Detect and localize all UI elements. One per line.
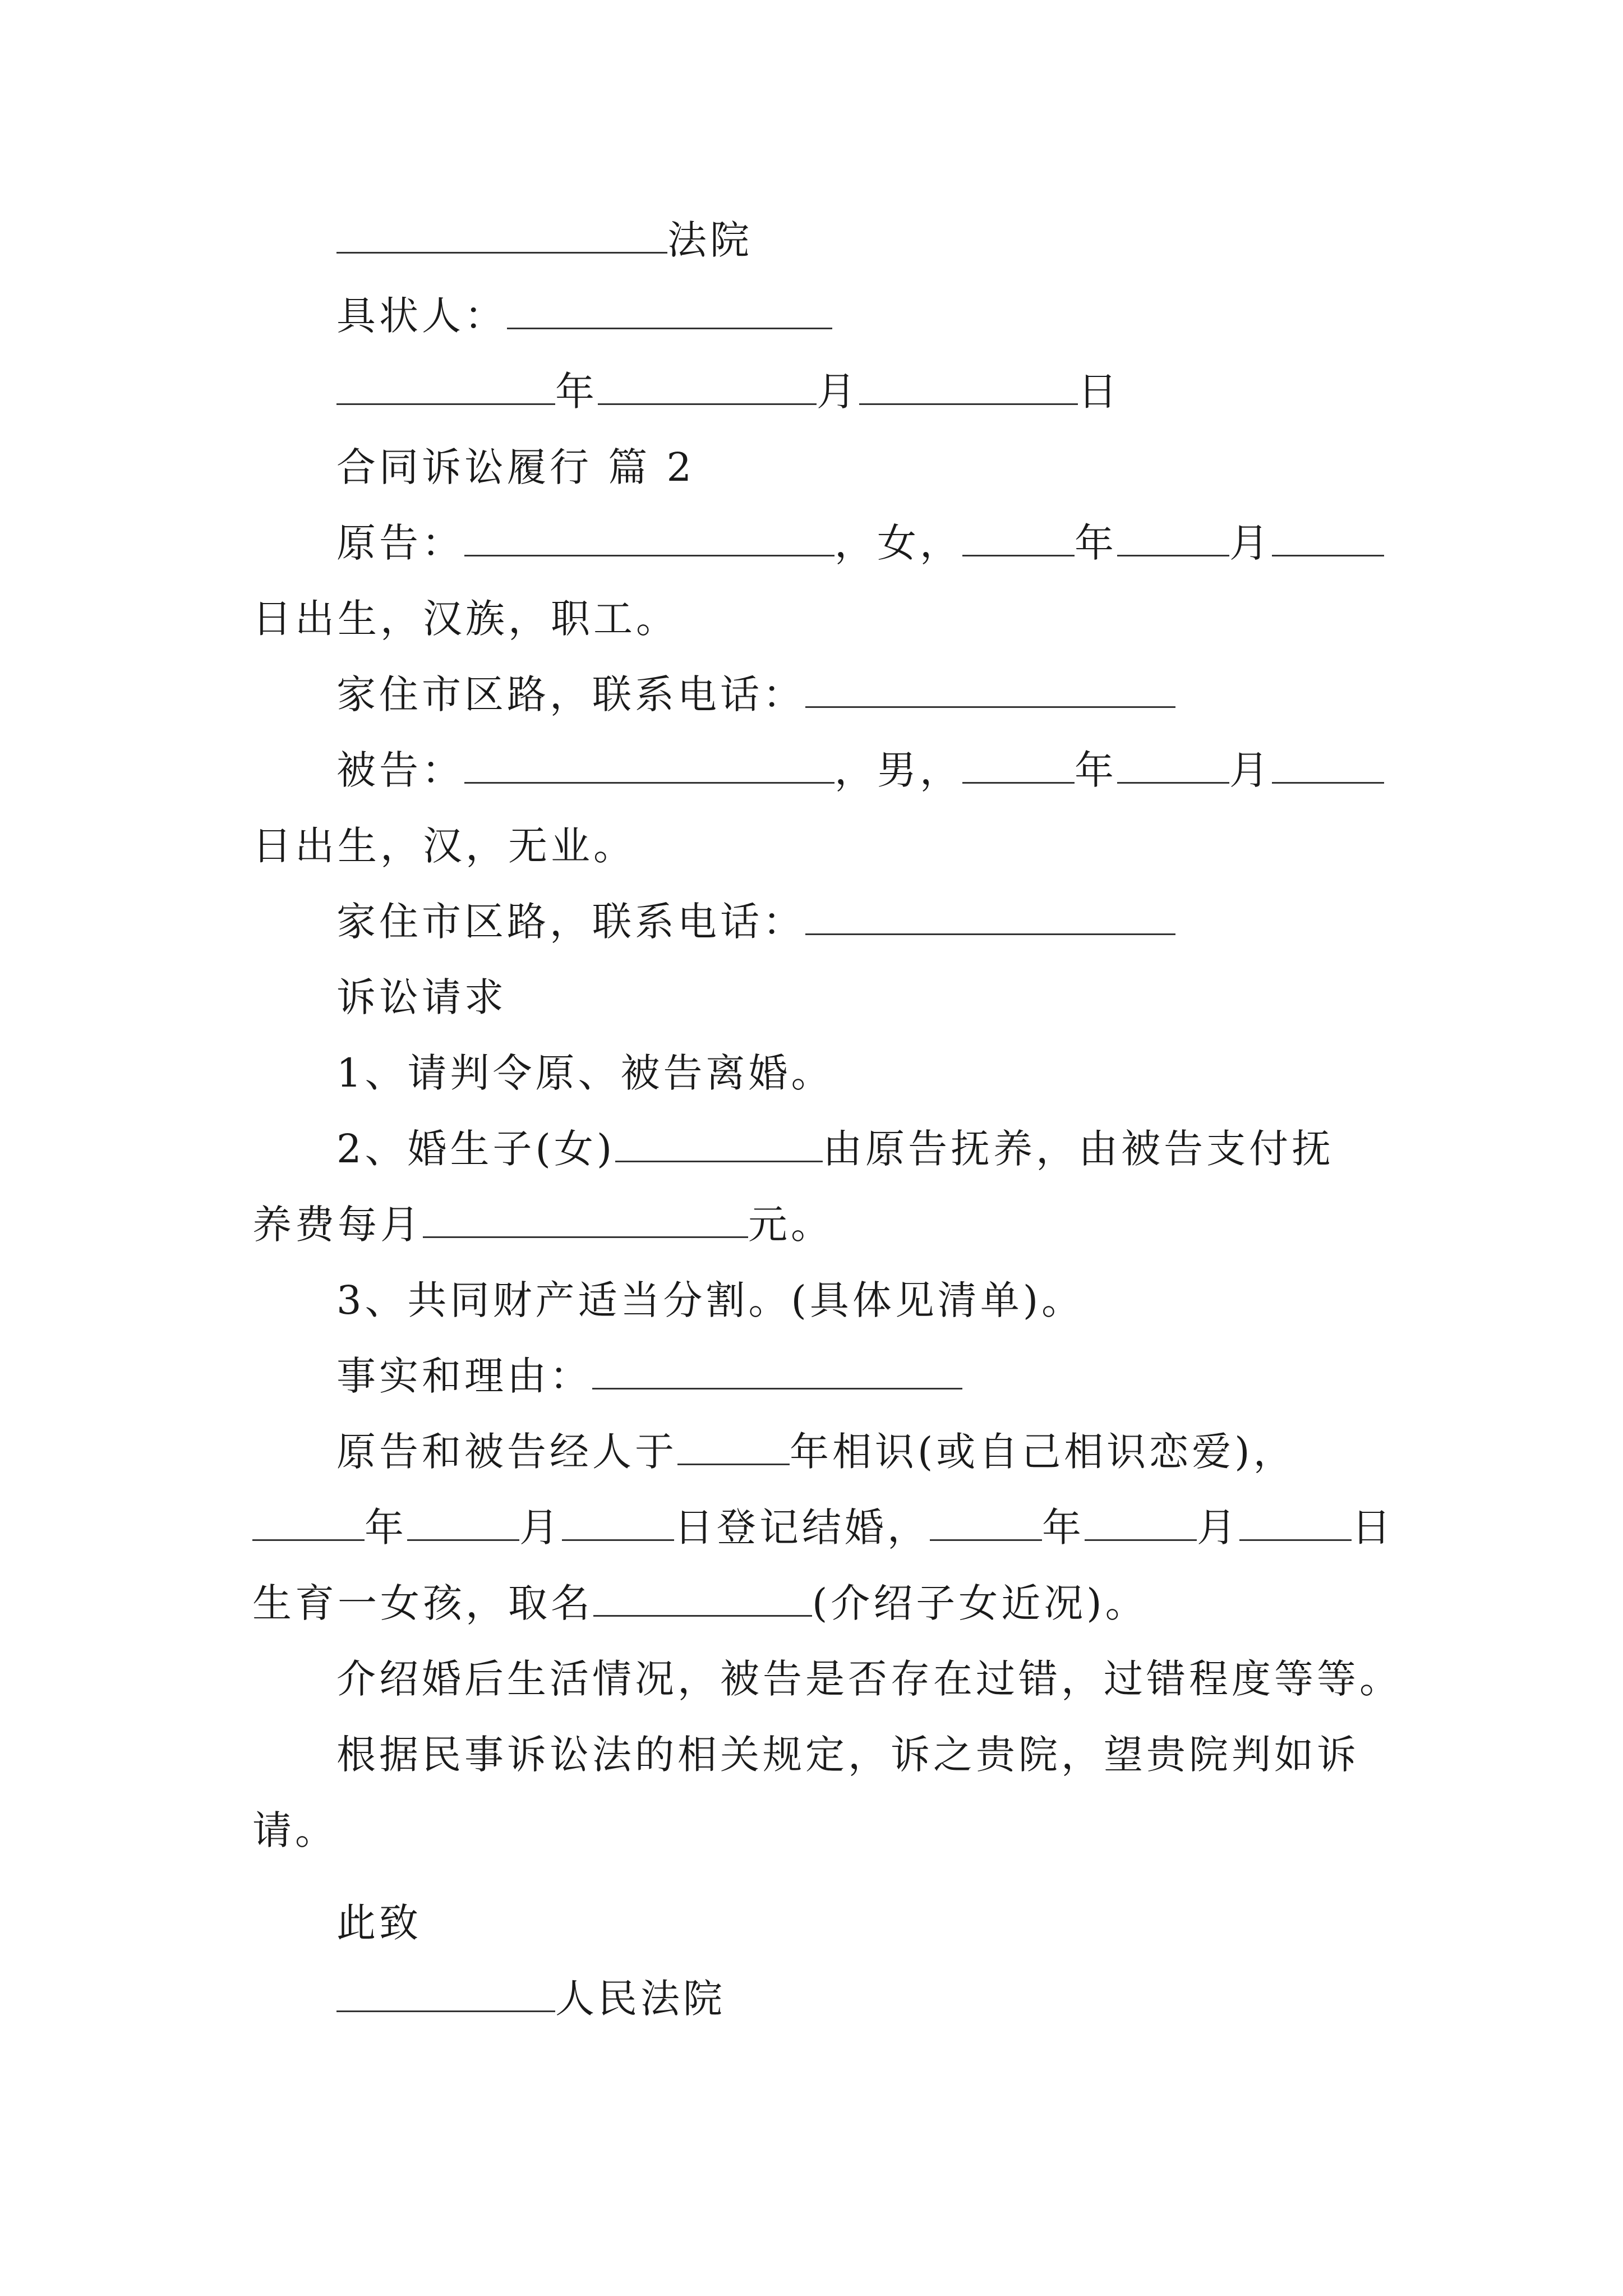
closing-line: 此致 <box>336 1900 422 1946</box>
claim-2: 2、婚生子(女) 由原告抚养，由被告支付抚 <box>336 1126 1335 1172</box>
facts-line-1: 原告和被告经人于 年相识(或自己相识恋爱)， <box>336 1429 1296 1475</box>
claim-2-cont: 养费每月 元。 <box>252 1202 833 1248</box>
defendant-line: 被告： ，男， 年 月 <box>336 743 1486 797</box>
day-blank <box>859 370 1078 405</box>
defendant-phone-blank <box>805 900 1175 935</box>
claim-3: 3、共同财产适当分割。(具体见清单)。 <box>336 1277 1085 1323</box>
court-name-blank <box>336 218 667 254</box>
claim-1: 1、请判令原、被告离婚。 <box>336 1050 834 1096</box>
plaintiff-address-line: 家住市区路，联系电话： <box>336 668 1486 721</box>
marriage-life-line: 介绍婚后生活情况，被告是否存在过错，过错程度等等。 <box>336 1656 1402 1702</box>
facts-heading: 事实和理由： <box>336 1349 1486 1403</box>
defendant-name-blank <box>464 748 834 784</box>
legal-basis-line: 根据民事诉讼法的相关规定，诉之贵院，望贵院判如诉 <box>336 1732 1359 1778</box>
recipient-court-line: 人民法院 <box>336 1972 1486 2026</box>
recipient-court-blank <box>336 1977 555 2012</box>
plaintiff-phone-blank <box>805 673 1175 708</box>
court-label: 法院 <box>667 217 753 263</box>
facts-line-2: 年 月 日登记结婚， 年 月 日 <box>252 1501 1402 1554</box>
defendant-address-line: 家住市区路，联系电话： <box>336 895 1486 949</box>
signer-blank <box>507 294 832 329</box>
plaintiff-line: 原告： ，女， 年 月 <box>336 516 1486 570</box>
month-blank <box>598 370 817 405</box>
signer-label: 具状人： <box>336 293 507 339</box>
defendant-birth-line: 日出生，汉，无业。 <box>252 823 636 869</box>
section-title: 合同诉讼履行 篇 2 <box>336 444 695 490</box>
date-line: 年 月 日 <box>336 365 1486 418</box>
support-amount-blank <box>423 1203 748 1238</box>
facts-line-3: 生育一女孩，取名 (介绍子女近况)。 <box>252 1580 1148 1626</box>
year-blank <box>336 370 555 405</box>
plaintiff-signature-line <box>336 289 1486 343</box>
plaintiff-birth-line: 日出生，汉族，职工。 <box>252 596 679 642</box>
plaintiff-name-blank <box>464 521 834 556</box>
child-name-blank <box>615 1127 823 1162</box>
claims-heading: 诉讼请求 <box>336 974 507 1020</box>
legal-basis-cont: 请。 <box>252 1807 338 1853</box>
court-line <box>336 213 1486 267</box>
